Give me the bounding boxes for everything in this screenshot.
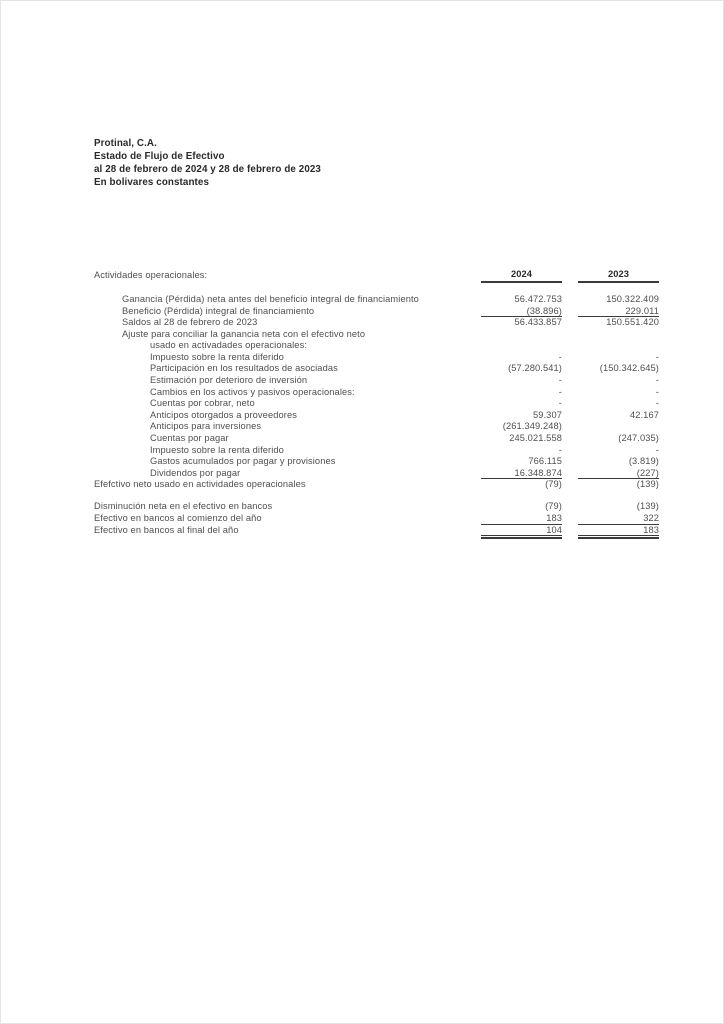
table-row [94, 445, 659, 457]
row-spacer [94, 491, 659, 502]
value-2024: 104 [481, 525, 562, 537]
value-2024: 56.433.857 [514, 317, 562, 328]
row-label: Disminución neta en el efectivo en bancos [94, 501, 273, 512]
value-2024 [481, 329, 562, 341]
column-header-2023: 2023 [578, 269, 659, 283]
row-label: Participación en los resultados de asociadas [150, 363, 338, 374]
table-row [94, 352, 659, 364]
value-2024: (57.280.541) [508, 363, 562, 374]
value-2024: 245.021.558 [509, 432, 562, 443]
table-header-row [94, 266, 659, 283]
cash-flow-statement [94, 266, 659, 536]
value-2023: (139) [636, 479, 659, 490]
value-2023: 150.322.409 [606, 294, 659, 304]
value-2023: - [655, 386, 659, 397]
value-2023: (139) [636, 501, 659, 512]
table-row [94, 410, 659, 422]
company-name: Protinal, C.A. [94, 138, 157, 149]
row-label: Cuentas por pagar [150, 432, 229, 443]
row-label: Estimación por deterioro de inversión [150, 375, 308, 386]
value-2024: - [558, 351, 562, 362]
value-2023: 322 [578, 513, 659, 525]
column-header-2024: 2024 [481, 269, 562, 283]
statement-title: Estado de Flujo de Efectivo [94, 151, 225, 162]
value-2023: - [655, 351, 659, 362]
table-row [94, 387, 659, 399]
row-label: Impuesto sobre la renta diferido [150, 444, 284, 455]
value-2024 [481, 340, 562, 352]
row-label: Gastos acumulados por pagar y provisiones [150, 456, 336, 467]
table-row [94, 513, 659, 525]
value-2024: - [558, 444, 562, 455]
value-2023: 42.167 [629, 409, 659, 420]
value-2023: - [655, 398, 659, 409]
table-row [94, 421, 659, 433]
table-row [94, 456, 659, 468]
value-2024: (38.896) [481, 306, 562, 318]
table-row [94, 317, 659, 329]
row-label: Ganancia (Pérdida) neta antes del beneficio integral de financiamiento [122, 294, 419, 304]
row-label: Saldos al 28 de febrero de 2023 [122, 317, 258, 328]
section-label: Actividades operacionales: [94, 270, 208, 280]
row-label: Ajuste para conciliar la ganancia neta con el efectivo neto [122, 328, 366, 339]
row-label: usado en activadades operacionales: [150, 340, 308, 351]
value-2023: (3.819) [628, 456, 659, 467]
value-2024: 766.115 [528, 456, 562, 467]
value-2024: 16.348.874 [481, 468, 562, 480]
value-2023 [578, 421, 659, 433]
row-label: Efectivo en bancos al final del año [94, 524, 239, 535]
statement-dates: al 28 de febrero de 2024 y 28 de febrero de 2023 [94, 164, 321, 175]
value-2023: (247.035) [618, 432, 659, 443]
table-row [94, 306, 659, 318]
document-header [94, 137, 321, 189]
value-2023: - [655, 375, 659, 386]
table-row [94, 479, 659, 491]
row-label: Cambios en los activos y pasivos operacionales: [150, 386, 355, 397]
table-row [94, 363, 659, 375]
row-label: Dividendos por pagar [150, 467, 241, 478]
value-2024: - [558, 375, 562, 386]
row-label: Cuentas por cobrar, neto [150, 398, 255, 409]
table-row [94, 294, 659, 306]
row-label: Impuesto sobre la renta diferido [150, 351, 284, 362]
table-row [94, 340, 659, 352]
table-row [94, 329, 659, 341]
value-2024: (79) [545, 501, 562, 512]
value-2023: - [655, 444, 659, 455]
value-2024: (79) [545, 479, 562, 490]
value-2023: 183 [578, 525, 659, 537]
value-2024: (261.349.248) [502, 421, 562, 432]
row-label: Efectivo en bancos al comienzo del año [94, 513, 262, 523]
value-2023: 229.011 [578, 306, 659, 318]
row-label: Beneficio (Pérdida) integral de financiamiento [122, 305, 315, 316]
value-2023 [578, 329, 659, 341]
value-2023: (150.342.645) [599, 363, 659, 374]
value-2024: 59.307 [532, 409, 562, 420]
table-row [94, 433, 659, 445]
table-row [94, 398, 659, 410]
row-label: Anticipos otorgados a proveedores [150, 409, 297, 420]
currency-note: En bolivares constantes [94, 177, 210, 188]
row-label: Anticipos para inversiones [150, 421, 262, 432]
value-2024: 56.472.753 [514, 294, 562, 304]
value-2023 [578, 340, 659, 352]
row-label: Efefctivo neto usado en actividades operacionales [94, 479, 306, 490]
table-row [94, 375, 659, 387]
value-2024: 183 [481, 513, 562, 525]
value-2023: 150.551.420 [606, 317, 659, 328]
table-row [94, 501, 659, 513]
table-body [94, 294, 659, 536]
value-2024: - [558, 398, 562, 409]
header-gap [94, 283, 659, 294]
value-2024: - [558, 386, 562, 397]
table-row [94, 525, 659, 537]
value-2023: (227) [578, 468, 659, 480]
table-row [94, 468, 659, 480]
